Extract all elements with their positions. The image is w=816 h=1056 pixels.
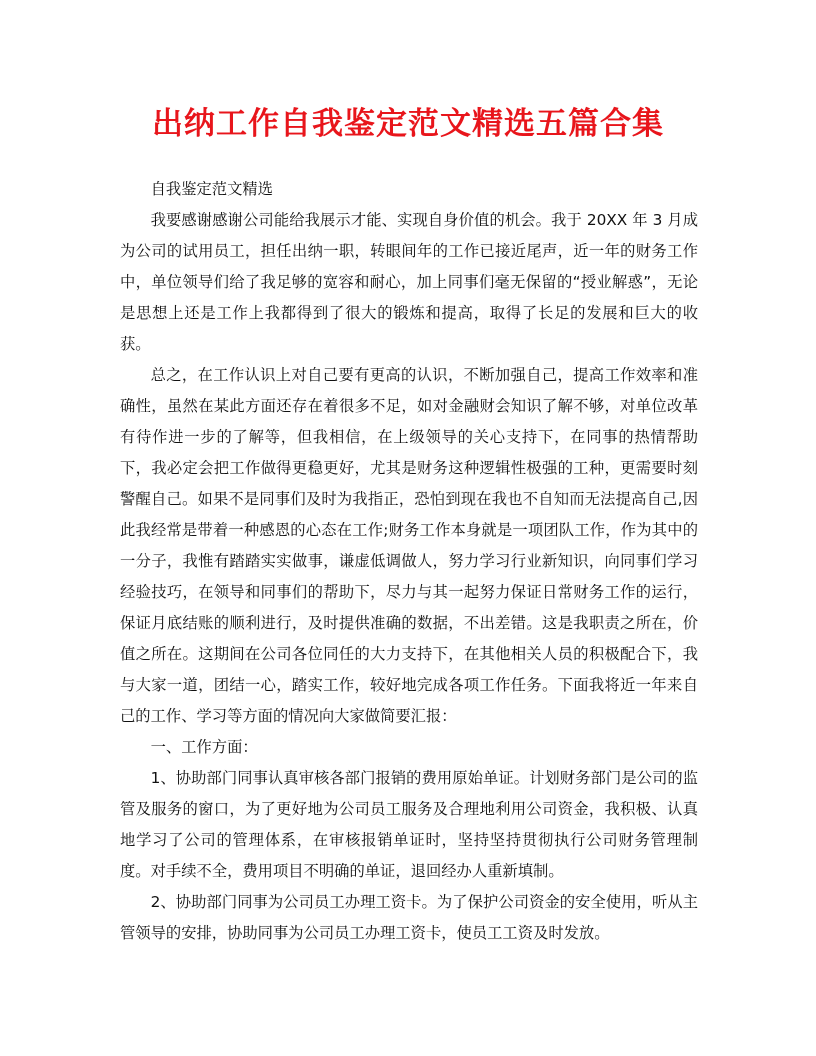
document-title: 出纳工作自我鉴定范文精选五篇合集 <box>152 106 664 142</box>
document-body <box>120 174 698 949</box>
paragraph-item-2: 2、协助部门同事为公司员工办理工资卡。为了保护公司资金的安全使用，听从主管领导的安排，协助同事为公司员工办理工资卡，使员工工资及时发放。 <box>120 893 698 942</box>
paragraph-gratitude: 我要感谢感谢公司能给我展示才能、实现自身价值的机会。我于 20XX 年 3 月成为公司的试用员工，担任出纳一职，转眼间年的工作已接近尾声，近一年的财务工作中，单位领导们给了我足够的宽容和耐心，加上同事们毫无保留的“授业解惑”，无论是思想上还是工作上我都得到了很大的锻炼和提高，取得了长足的发展和巨大的收获。 <box>120 211 698 353</box>
paragraph-summary: 总之，在工作认识上对自己要有更高的认识，不断加强自己，提高工作效率和准确性，虽然在某此方面还存在着很多不足，如对金融财会知识了解不够，对单位改革有待作进一步的了解等，但我相信，在上级领导的关心支持下，在同事的热情帮助下，我必定会把工作做得更稳更好，尤其是财务这种逻辑性极强的工种，更需要时刻警醒自己。如果不是同事们及时为我指正，恐怕到现在我也不自知而无法提高自己,因此我经常是带着一种感恩的心态在工作;财务工作本身就是一项团队工作，作为其中的一分子，我惟有踏踏实实做事，谦虚低调做人，努力学习行业新知识，向同事们学习经验技巧，在领导和同事们的帮助下，尽力与其一起努力保证日常财务工作的运行，保证月底结账的顺利进行，及时提供准确的数据，不出差错。这是我职责之所在，价值之所在。这期间在公司各位同任的大力支持下，在其他相关人员的积极配合下，我与大家一道，团结一心，踏实工作，较好地完成各项工作任务。下面我将近一年来自己的工作、学习等方面的情况向大家做简要汇报： <box>120 366 698 725</box>
subheading-work: 一、工作方面： <box>150 738 258 756</box>
section-heading: 自我鉴定范文精选 <box>150 180 273 198</box>
paragraph-item-1: 1、协助部门同事认真审核各部门报销的费用原始单证。计划财务部门是公司的监管及服务的窗口，为了更好地为公司员工服务及合理地利用公司资金，我积极、认真地学习了公司的管理体系，在审核报销单证时，坚持坚持贯彻执行公司财务管理制度。对手续不全，费用项目不明确的单证，退回经办人重新填制。 <box>120 769 698 880</box>
